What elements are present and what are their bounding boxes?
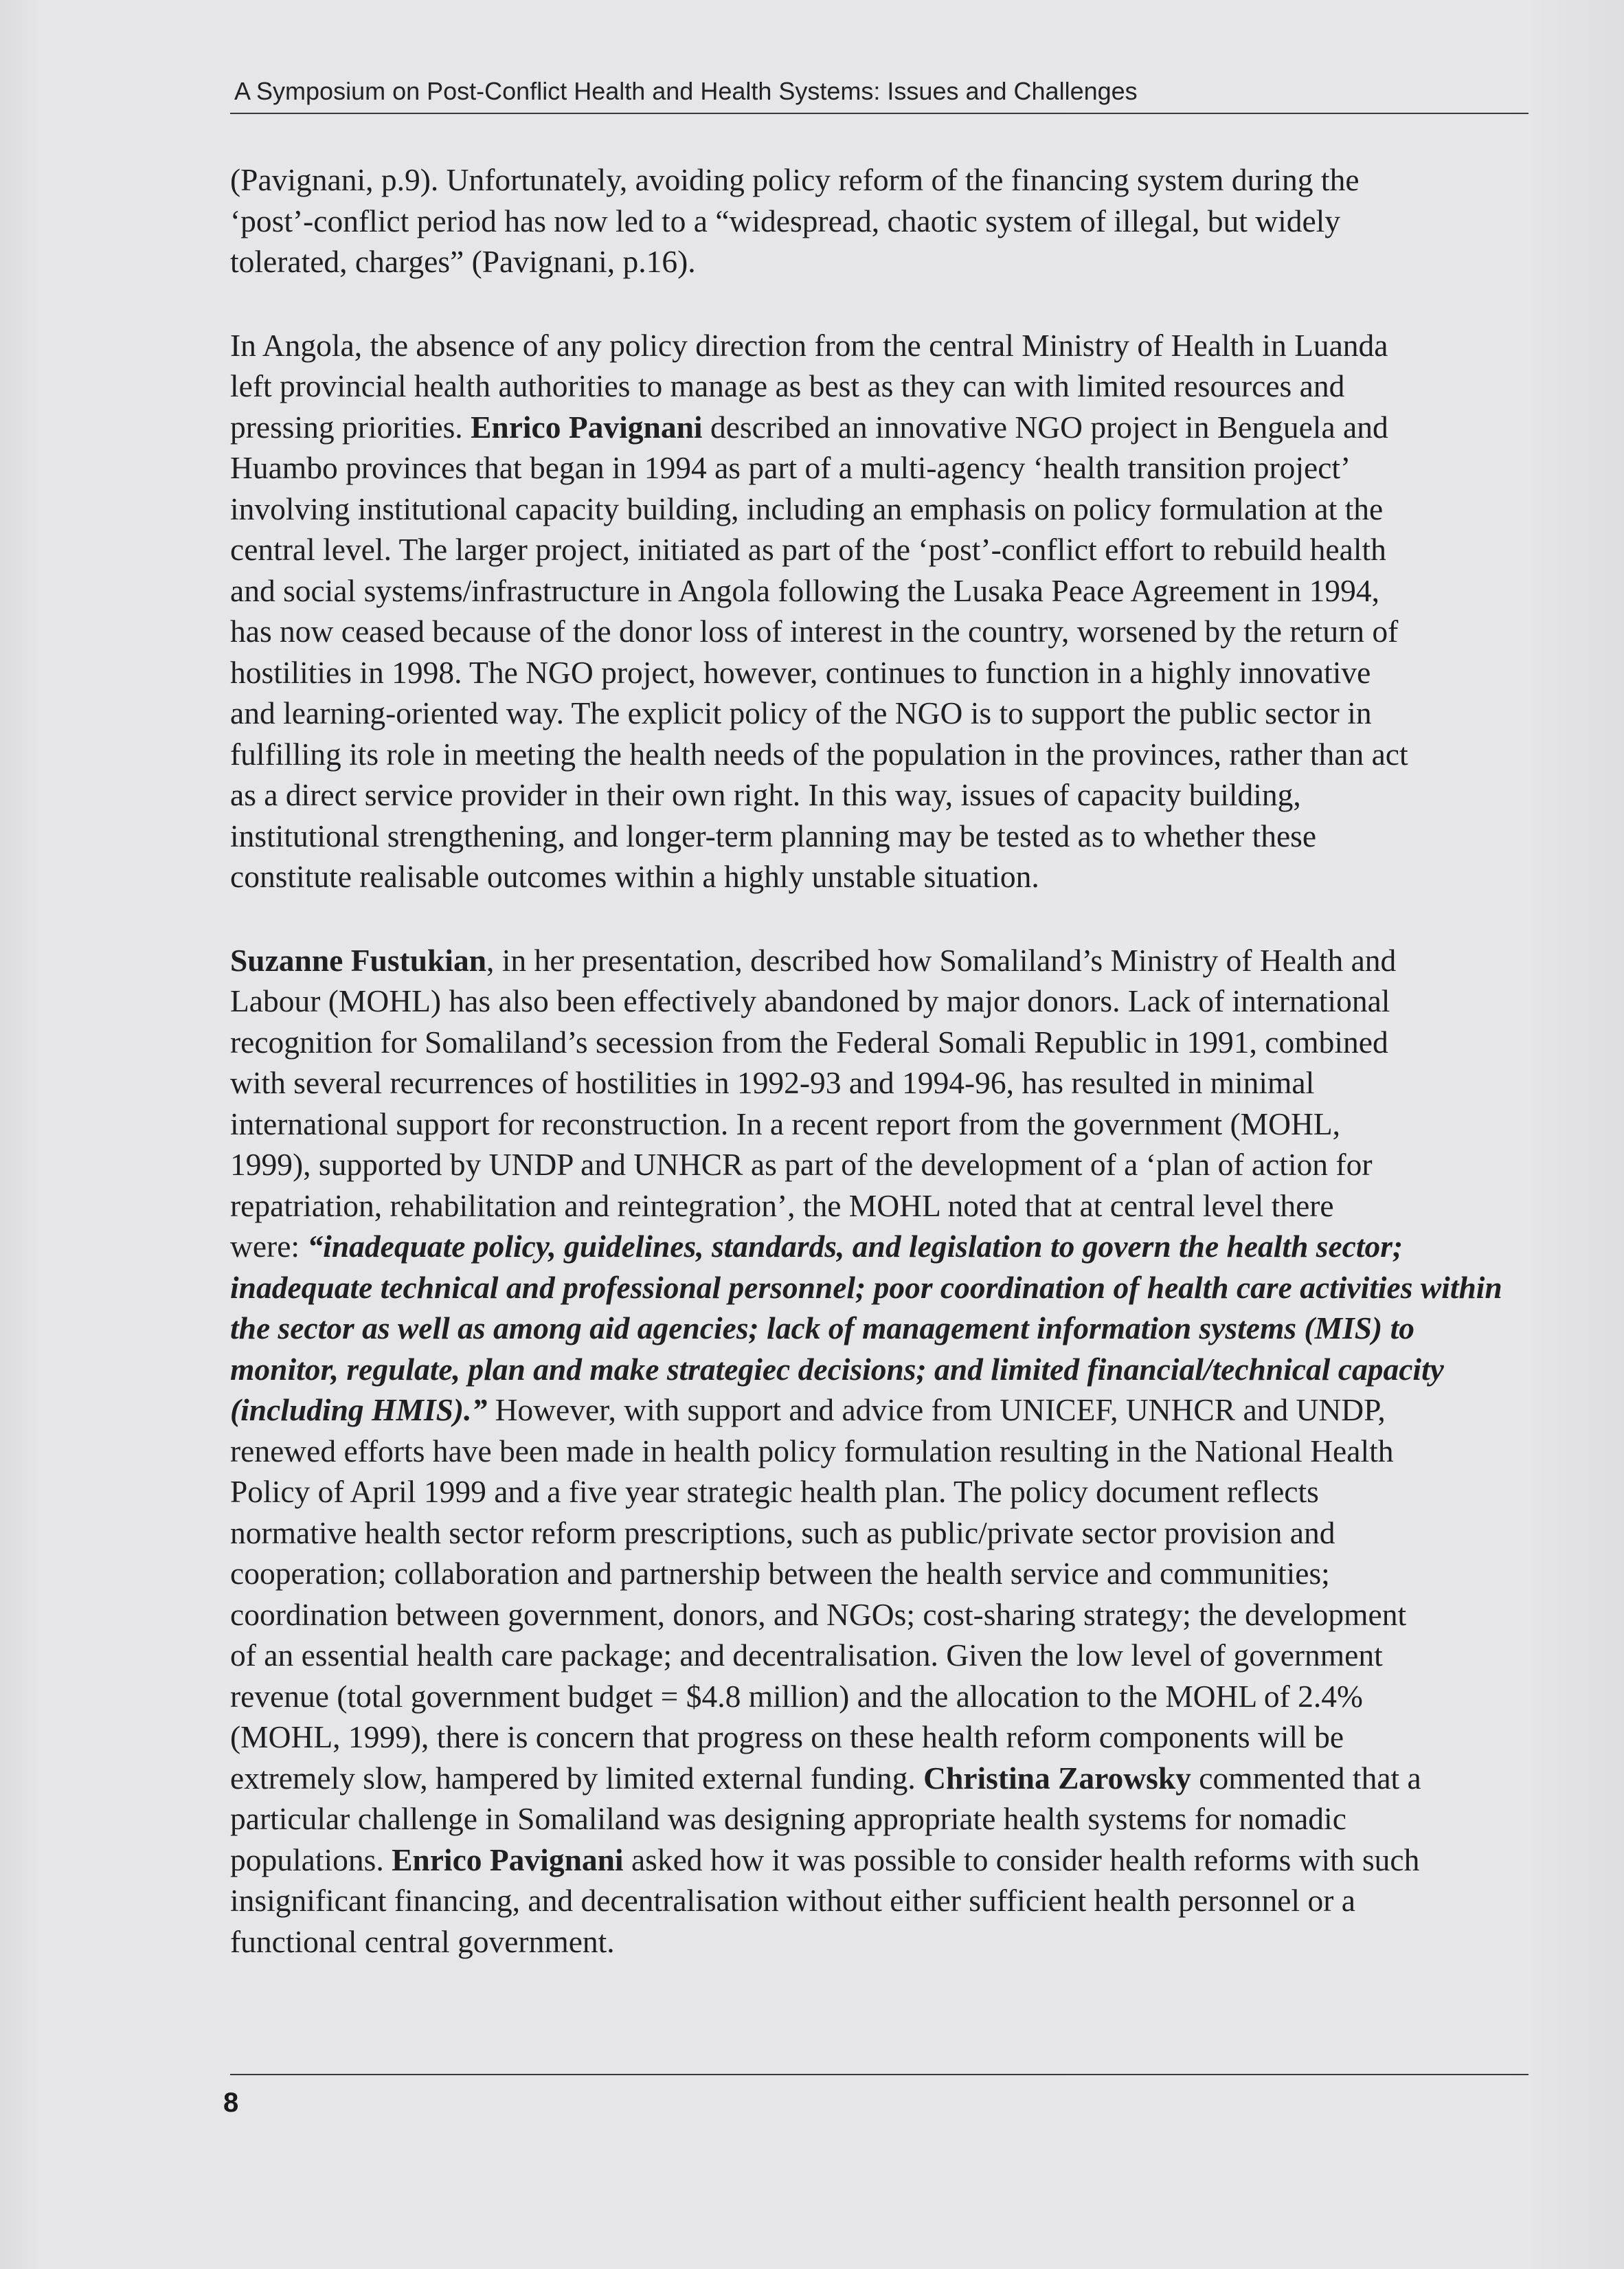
text-line: and social systems/infrastructure in Angola following the Lusaka Peace Agreement in 1994, <box>230 572 1379 608</box>
text-line: involving institutional capacity building, including an emphasis on policy formulation at the <box>230 491 1384 526</box>
paragraph-3 <box>230 940 1535 1963</box>
text-run: However, with support and advice from UNICEF, UNHCR and UNDP, <box>487 1392 1386 1427</box>
text-run: pressing priorities. <box>230 409 471 445</box>
text-line: normative health sector reform prescriptions, such as public/private sector provision and <box>230 1514 1335 1550</box>
quotation-line: monitor, regulate, plan and make strategiec decisions; and limited financial/technical capacity <box>230 1351 1444 1387</box>
text-line: Huambo provinces that began in 1994 as part of a multi-agency ‘health transition project’ <box>230 450 1351 485</box>
quotation-line: inadequate technical and professional personnel; poor coordination of health care activities within <box>230 1269 1502 1305</box>
text-line: renewed efforts have been made in health policy formulation resulting in the National Health <box>230 1433 1394 1468</box>
running-header-title: A Symposium on Post-Conflict Health and Health Systems: Issues and Challenges <box>234 77 1138 105</box>
text-line: repatriation, rehabilitation and reintegration’, the MOHL noted that at central level there <box>230 1187 1334 1223</box>
quotation: (including HMIS).” <box>230 1392 488 1427</box>
text-line: with several recurrences of hostilities in 1992-93 and 1994-96, has resulted in minimal <box>230 1065 1315 1100</box>
paragraph-1 <box>230 159 1535 282</box>
page-number: 8 <box>223 2088 239 2118</box>
speaker-name: Enrico Pavignani <box>471 409 703 445</box>
paragraph-2 <box>230 325 1535 897</box>
speaker-name: Christina Zarowsky <box>923 1760 1191 1796</box>
speaker-name: Enrico Pavignani <box>392 1842 624 1877</box>
text-line <box>230 1840 1535 1881</box>
text-line: constitute realisable outcomes within a highly unstable situation. <box>230 859 1039 894</box>
text-line: (Pavignani, p.9). Unfortunately, avoiding policy reform of the financing system during the <box>230 162 1360 197</box>
text-line: central level. The larger project, initiated as part of the ‘post’-conflict effort to rebuild health <box>230 532 1386 567</box>
text-line: Labour (MOHL) has also been effectively abandoned by major donors. Lack of international <box>230 983 1390 1018</box>
quotation: “inadequate policy, guidelines, standards, and legislation to govern the health sector; <box>307 1229 1403 1264</box>
speaker-name: Suzanne Fustukian <box>230 942 486 978</box>
text-line: and learning-oriented way. The explicit policy of the NGO is to support the public sector in <box>230 695 1372 730</box>
text-run: commented that a <box>1191 1760 1421 1796</box>
text-run: were: <box>230 1229 308 1264</box>
text-run: , in her presentation, described how Somaliland’s Ministry of Health and <box>486 942 1397 978</box>
text-line <box>230 1226 1535 1267</box>
text-line: has now ceased because of the donor loss of interest in the country, worsened by the return of <box>230 614 1399 649</box>
text-line: international support for reconstruction. In a recent report from the government (MOHL, <box>230 1106 1340 1141</box>
text-line: fulfilling its role in meeting the health needs of the population in the provinces, rather than act <box>230 736 1408 772</box>
text-line: tolerated, charges” (Pavignani, p.16). <box>230 244 696 279</box>
text-line: (MOHL, 1999), there is concern that progress on these health reform components will be <box>230 1719 1344 1754</box>
text-line: functional central government. <box>230 1923 615 1959</box>
text-line: coordination between government, donors, and NGOs; cost-sharing strategy; the development <box>230 1596 1407 1632</box>
text-line: In Angola, the absence of any policy direction from the central Ministry of Health in Luanda <box>230 327 1388 363</box>
text-line: 1999), supported by UNDP and UNHCR as part of the development of a ‘plan of action for <box>230 1147 1373 1182</box>
text-run: populations. <box>230 1842 392 1877</box>
text-line <box>230 940 1535 981</box>
text-run: described an innovative NGO project in Benguela and <box>702 409 1388 445</box>
text-run: extremely slow, hampered by limited external funding. <box>230 1760 924 1796</box>
running-header <box>230 74 1529 114</box>
text-line: of an essential health care package; and decentralisation. Given the low level of government <box>230 1638 1383 1673</box>
text-line: recognition for Somaliland’s secession from the Federal Somali Republic in 1991, combined <box>230 1024 1388 1060</box>
text-line: insignificant financing, and decentralisation without either sufficient health personnel or a <box>230 1883 1355 1918</box>
text-line <box>230 407 1535 448</box>
text-line <box>230 1389 1535 1431</box>
text-line: as a direct service provider in their own right. In this way, issues of capacity building, <box>230 777 1301 812</box>
text-line: particular challenge in Somaliland was designing appropriate health systems for nomadic <box>230 1801 1346 1836</box>
text-line: ‘post’-conflict period has now led to a “widespread, chaotic system of illegal, but widely <box>230 203 1341 238</box>
text-line: institutional strengthening, and longer-term planning may be tested as to whether these <box>230 818 1317 853</box>
text-line: hostilities in 1998. The NGO project, however, continues to function in a highly innovative <box>230 654 1371 690</box>
text-line: revenue (total government budget = $4.8 million) and the allocation to the MOHL of 2.4% <box>230 1678 1363 1714</box>
text-run: asked how it was possible to consider health reforms with such <box>623 1842 1420 1877</box>
body-text <box>230 159 1535 2004</box>
text-line: cooperation; collaboration and partnership between the health service and communities; <box>230 1556 1330 1591</box>
quotation-line: the sector as well as among aid agencies; lack of management information systems (MIS) to <box>230 1310 1414 1345</box>
footer-rule <box>230 2074 1529 2075</box>
text-line: left provincial health authorities to manage as best as they can with limited resources and <box>230 368 1345 403</box>
text-line <box>230 1758 1535 1799</box>
text-line: Policy of April 1999 and a five year strategic health plan. The policy document reflects <box>230 1474 1319 1509</box>
